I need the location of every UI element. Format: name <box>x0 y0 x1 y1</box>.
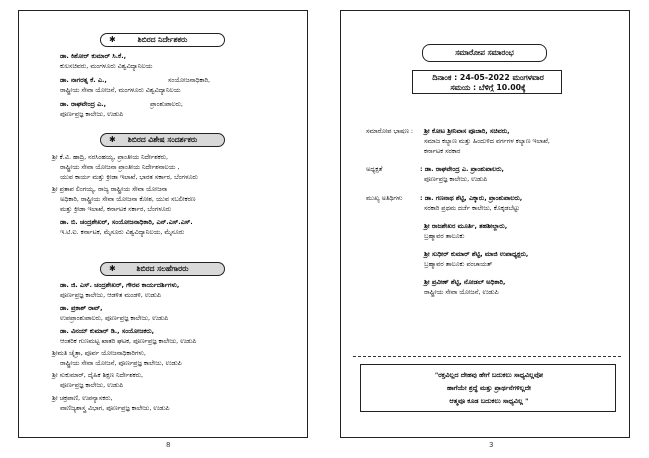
guest-2-line-1: ಶ್ರೀ ರಾಜಶೇಖರ ಮೂರ್ತಿ, ತಹಶೀಲ್ದಾರು, <box>424 222 508 230</box>
advisor-line: ಶ್ರೀ ಸುಕುಮಾರ್, ದೈಹಿಕ ಶಿಕ್ಷಣ ನಿರ್ದೇಶಕರು, <box>52 371 144 379</box>
date-time-box <box>412 70 562 94</box>
visitor-line: ಶ್ರೀ ಪ್ರತಾಪ ಲಿಂಗಯ್ಯ, ರಾಜ್ಯ ರಾಷ್ಟ್ರೀಯ ಸೇವಾ ಯೋಜನಾ <box>52 185 168 193</box>
star-icon: ✱ <box>109 264 116 273</box>
chair-line-1: : ಡಾ. ರಾಘವೇಂದ್ರ ಎ. ಪ್ರಾಂಶುಪಾಲರು, <box>420 165 504 173</box>
guest-4-line-2: ರಾಷ್ಟ್ರೀಯ ಸೇವಾ ಯೋಜನೆ, ಉಡುಪಿ <box>424 288 499 296</box>
visitor-line: ಶ್ರೀ ಕೆ.ವಿ. ಹಾದ್ರಿ, ನರಸಿಂಹಯ್ಯ, ಪ್ರಾಂತೀಯ ನಿರ್ದೇಶಕರು, <box>52 153 169 161</box>
left-page-number: 8 <box>166 441 171 449</box>
visitor-line: ಡಾ. ಬಿ. ಚಂದ್ರಶೇಖರ್, ಸಂಯೋಜನಾಧಿಕಾರಿ, ಎನ್.ಎಸ್.ಎಸ್. <box>60 218 193 226</box>
guest-1-line-2: ಸರಕಾರಿ ಪ್ರಥಮ ದರ್ಜೆ ಕಾಲೇಜು, ಕೊಕ್ಕಡಬೆಟ್ಟು <box>424 204 520 212</box>
visitor-line: ಅಧಿಕಾರಿ, ರಾಷ್ಟ್ರೀಯ ಸೇವಾ ಯೋಜನಾ ಕೋಶ, ಯುವ ಸಬಲೀಕರಣ <box>60 195 196 203</box>
date-line: ದಿನಾಂಕ : 24-05-2022 ಮಂಗಳವಾರ <box>432 73 544 82</box>
advisor-line: ಡಾ. ಪ್ರಕಾಶ್ ರಾವ್, <box>60 304 103 312</box>
section-heading-advisors-label: ಶಿಬಿರದ ಸಲಹೆಗಾರರು <box>136 264 189 273</box>
chair-line-2: ಪೂರ್ಣಪ್ರಜ್ಞ ಕಾಲೇಜು, ಉಡುಪಿ <box>424 175 488 183</box>
guest-2-line-2: ಬ್ರಹ್ಮಾವರ ತಾಲೂಕು <box>424 232 465 240</box>
chair-label: ಅಧ್ಯಕ್ಷತೆ <box>366 165 383 173</box>
speech-line-3: ಕರ್ನಾಟಕ ಸರಕಾರ <box>424 147 461 155</box>
section-heading-visitors-label: ಶಿಬಿರದ ವಿಶೇಷ ಸಂದರ್ಶಕರು <box>127 135 198 144</box>
section-heading-visitors <box>100 133 225 147</box>
speech-label: ಸಮಾರೋಪ ಭಾಷಣ : <box>366 127 414 135</box>
director-2-desc: ಸಂಯೋಜನಾಧಿಕಾರಿ, <box>168 76 211 84</box>
dashed-divider <box>353 356 621 357</box>
quote-line-2: ಹಾಗೆಯೇ ಶ್ರದ್ಧೆ ಮತ್ತು ಪ್ರಾರ್ಥನೆಗಳಿಲ್ಲದೇ <box>446 384 532 392</box>
guest-4-line-1: ಶ್ರೀ ಪ್ರವೀಣ್ ಶೆಟ್ಟಿ, ನೋಡಲ್ ಅಧಿಕಾರಿ, <box>424 278 506 286</box>
advisor-line: ಶ್ರೀ ಚಕ್ರಪಾಣಿ, ಉಪನ್ಯಾಸಕರು, <box>52 394 113 402</box>
guest-3-line-1: ಶ್ರೀ ಸುಧೀರ್ ಕುಮಾರ್ ಶೆಟ್ಟಿ, ಮಾಜಿ ಉಪಾಧ್ಯಕ್ಷರು, <box>424 250 529 258</box>
visitor-line: ರಾಷ್ಟ್ರೀಯ ಸೇವಾ ಯೋಜನಾ ಪ್ರಾಂತೀಯ ನಿರ್ದೇಶನಾಲಯ , <box>60 163 180 171</box>
advisor-line: ಡಾ. ವಿನಯ್ ಕುಮಾರ್ ಡಿ., ಸಂಯೋಜಕರು, <box>60 327 155 335</box>
section-heading-directors <box>100 33 225 47</box>
section-heading-directors-label: ಶಿಬಿರದ ನಿರ್ದೇಶಕರು <box>137 35 188 44</box>
guests-label: ಮುಖ್ಯ ಅತಿಥಿಗಳು <box>366 194 403 202</box>
quote-line-1: "ರಕ್ತವಿಲ್ಲದ ದೇಹವು ಹೇಗೆ ಬದುಕಲು ಸಾಧ್ಯವಿಲ್ಲವೋ <box>434 371 544 379</box>
advisor-line: ಪೂರ್ಣಪ್ರಜ್ಞ ಕಾಲೇಜು, ಆಡಳಿತ ಮಂಡಳಿ, ಉಡುಪಿ <box>60 291 161 299</box>
visitor-line: ಯುವ ಕಾರ್ಯ ಮತ್ತು ಕ್ರೀಡಾ ಇಲಾಖೆ, ಭಾರತ ಸರ್ಕಾರ, ಬೆಂಗಳೂರು <box>60 173 198 181</box>
advisor-line: ಶ್ರೀಮತಿ ಚೈತ್ರಾ, ಪೂರ್ವ ಯೋಜನಾಧಿಕಾರಿಗಳು, <box>52 349 146 357</box>
advisor-line: ಪೂರ್ಣಪ್ರಜ್ಞ ಕಾಲೇಜು, ಉಡುಪಿ <box>60 381 124 389</box>
director-2-name: ಡಾ. ನಾಗರತ್ನ ಕೆ. ಎ., <box>60 76 107 84</box>
visitor-line: ಇ.ಟಿ.ಐ. ಕರ್ನಾಟಕ, ಮೈಸೂರು ವಿಶ್ವವಿದ್ಯಾನಿಲಯ, ಮೈಸೂರು <box>60 228 185 236</box>
guest-3-line-2: ಬ್ರಹ್ಮಾವರ ತಾಲೂಕು ಪಂಚಾಯತ್ <box>424 260 493 268</box>
speech-line-2: ಸಮಾಜ ಕಲ್ಯಾಣ ಮತ್ತು ಹಿಂದುಳಿದ ವರ್ಗಗಳ ಕಲ್ಯಾಣ ಇಲಾಖೆ, <box>424 137 550 145</box>
time-line: ಸಮಯ : ಬೆಳಿಗ್ಗೆ 10.00ಕ್ಕೆ <box>450 83 526 92</box>
ceremony-heading <box>422 44 547 62</box>
director-3-desc2: ಪೂರ್ಣಪ್ರಜ್ಞ ಕಾಲೇಜು, ಉಡುಪಿ <box>60 110 124 118</box>
quote-box <box>360 364 616 412</box>
quote-line-3: ಆತ್ಮವೂ ಕೂಡ ಬದುಕಲು ಸಾಧ್ಯವಿಲ್ಲ " <box>449 397 529 405</box>
advisor-line: ಉಪಪ್ರಾಂಶುಪಾಲರು, ಪೂರ್ಣಪ್ರಜ್ಞ ಕಾಲೇಜು, ಉಡುಪಿ <box>60 314 169 322</box>
director-1-desc: ಕುಲಸಚಿವರು, ಮಂಗಳೂರು ವಿಶ್ವವಿದ್ಯಾನಿಲಯ <box>60 62 153 70</box>
section-heading-advisors <box>100 262 225 276</box>
advisor-line: ಆಂತರಿಕ ಗುಣಮಟ್ಟ ಖಾತರಿ ಘಟಕ, ಪೂರ್ಣಪ್ರಜ್ಞ ಕಾಲೇಜು, ಉಡುಪಿ <box>60 337 197 345</box>
director-3-desc: ಪ್ರಾಂಶುಪಾಲರು, <box>150 100 183 108</box>
right-page-number: 3 <box>489 441 494 449</box>
star-icon: ✱ <box>109 135 116 144</box>
ceremony-heading-label: ಸಮಾರೋಪ ಸಮಾರಂಭ <box>455 48 514 57</box>
director-3-name: ಡಾ. ರಾಘವೇಂದ್ರ ಎ., <box>60 100 107 108</box>
speech-line-1: ಶ್ರೀ ಕೋಟ ಶ್ರೀನಿವಾಸ ಪೂಜಾರಿ, ಸಚಿವರು, <box>424 127 510 135</box>
director-1-name: ಡಾ. ಕಿಶೋರ್ ಕುಮಾರ್ ಸಿ.ಕೆ., <box>60 52 127 60</box>
star-icon: ✱ <box>109 35 116 44</box>
advisor-line: ವಾಣಿಜ್ಯಶಾಸ್ತ್ರ ವಿಭಾಗ, ಪೂರ್ಣಪ್ರಜ್ಞ ಕಾಲೇಜು, ಉಡುಪಿ <box>60 404 170 412</box>
advisor-line: ಡಾ. ಜಿ. ಎಸ್. ಚಂದ್ರಶೇಖರ್, ಗೌರವ ಕಾರ್ಯದರ್ಶಿಗಳು, <box>60 281 180 289</box>
director-2-desc2: ರಾಷ್ಟ್ರೀಯ ಸೇವಾ ಯೋಜನೆ, ಮಂಗಳೂರು ವಿಶ್ವವಿದ್ಯಾನಿಲಯ <box>60 86 181 94</box>
guest-1-line-1: : ಡಾ. ಗಣನಾಥ ಶೆಟ್ಟಿ, ಎಕ್ಕಾರು, ಪ್ರಾಂಶುಪಾಲರು, <box>420 194 523 202</box>
advisor-line: ರಾಷ್ಟ್ರೀಯ ಸೇವಾ ಯೋಜನೆ, ಪೂರ್ಣಪ್ರಜ್ಞ ಕಾಲೇಜು, ಉಡುಪಿ <box>60 359 182 367</box>
visitor-line: ಮತ್ತು ಕ್ರೀಡಾ ಇಲಾಖೆ, ಕರ್ನಾಟಕ ಸರ್ಕಾರ, ಬೆಂಗಳೂರು <box>60 205 172 213</box>
